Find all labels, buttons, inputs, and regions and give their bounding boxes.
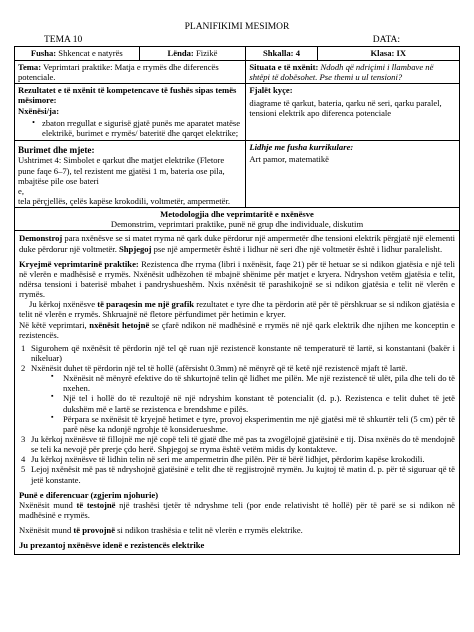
- outcomes-row: [15, 83, 460, 140]
- emphasis: të provojnë: [73, 525, 116, 536]
- sub-item: ▪ Një tel i hollë do të rezultojë në një ndryshim konstant të potencialit (d. p.). Rezistenca e telit duhet të jetë dukshëm më e lartë se rezistenca e brendshme e pilës.: [51, 393, 455, 413]
- step-text: Nxënësit duhet të përdorin një tel të hollë (afërsisht 0.3mm) në mënyrë që të ketë një rezistencë mjaft të lartë.: [31, 363, 408, 374]
- body-paragraph: [19, 320, 455, 340]
- sub-item: ▪ Përpara se nxënësit të kryejnë hetimet e tyre, provoj eksperimentin me një gjatësi më të shkurtër teli (5 cm) për të parë nëse ka ndonjë ngrohje të konsiderueshme.: [51, 414, 455, 434]
- info-row: [15, 47, 460, 60]
- rezultatet-list: [18, 118, 242, 138]
- body-paragraph: [19, 233, 455, 253]
- step-item: [21, 343, 455, 363]
- step-number: 5: [21, 464, 26, 475]
- step-item: [21, 363, 455, 434]
- date-label: DATA:: [372, 35, 400, 46]
- emphasis: të paraqesin me një grafik: [97, 299, 194, 310]
- tema-value: Veprimtari praktike: Matja e rrymës dhe diferencës potenciale.: [18, 61, 219, 82]
- text: pse një ampermetër është i lidhur në seri dhe një voltmetër është i lidhur paralelisht.: [151, 243, 443, 254]
- body-paragraph: [19, 525, 455, 535]
- rezultatet-item: • zbaton rregullat e sigurisë gjatë punës me aparatet matëse elektrikë, burimet e rrymës/ bateritë dhe qarqet elektrike;: [32, 118, 242, 138]
- nxenesi-label: Nxënësi/ja:: [18, 106, 60, 117]
- lidhje-cell: [246, 140, 460, 208]
- methodology-row: [15, 208, 460, 231]
- fjalet-text: diagrame të qarkut, bateria, qarku në seri, qarku paralel, tensioni elektrik apo diferenca potenciale: [249, 97, 442, 119]
- steps-list: [19, 343, 455, 485]
- step-item: [21, 464, 455, 484]
- burimet-text: Ushtrimet 4: Simbolet e qarkut dhe matjet elektrike (Fletore pune faqe 6–7), tel rezistent me gjatësi 1 m, bateria ose pila, mbajtëse pile ose bateri: [18, 155, 225, 186]
- text: Në këtë veprimtari,: [19, 319, 90, 330]
- step-number: 2: [21, 363, 26, 374]
- klasa-value: IX: [394, 48, 407, 59]
- body-cell: [15, 231, 460, 555]
- text: se çfarë ndikon në madhësinë e rrymës në një qark elektrik dhe njihen me konceptin e rezistencës.: [19, 319, 455, 340]
- lidhje-heading: Lidhje me fusha kurrikulare:: [249, 141, 354, 152]
- burimet-item: tela përçjellës, çelës kapëse krokodili, voltmetër, ampermetër.: [18, 195, 231, 206]
- fjalet-heading: Fjalët kyçe:: [249, 84, 293, 95]
- resources-row: [15, 140, 460, 208]
- tema-cell: [15, 60, 246, 83]
- situata-label: Situata e të nxënit:: [249, 61, 319, 72]
- lesson-info-table: [14, 46, 460, 555]
- step-number: 3: [21, 434, 26, 445]
- text: Nxënësit mund: [19, 499, 77, 510]
- metodologjia-sub: Demonstrim, veprimtari praktike, punë në grup dhe individuale, diskutim: [110, 219, 364, 230]
- text: rezultatet e tyre dhe ta përdorin atë për të përshkruar se si ndikon gjatësia e telit në vlerën e rrymës. Shkruajnë në fletore përfundimet për hetimin e kryer.: [19, 299, 455, 320]
- rezultatet-heading: Rezultatet e të nxënit të kompetencave të fushës sipas temës mësimore:: [18, 84, 237, 105]
- rezultatet-cell: [15, 83, 246, 140]
- fusha-value: Shkencat e natyrës: [56, 48, 123, 59]
- emphasis: të testojnë: [76, 499, 116, 510]
- body-paragraph: [19, 299, 455, 319]
- metodologjia-heading: Metodologjia dhe veprimtaritë e nxënësve: [160, 209, 314, 220]
- lidhje-text: Art pamor, matematikë: [249, 153, 329, 164]
- body-paragraph: [19, 259, 455, 300]
- tema-row: [15, 60, 460, 83]
- burimet-cell: [15, 140, 246, 208]
- step-text: Ju kërkoj nxënësve të lidhin telin në seri me ampermetrin dhe pilën. Për të bërë lidhjet, përdorim kapëse krokodili.: [31, 454, 425, 465]
- lenda-cell: [139, 47, 246, 60]
- step-text: Ju kërkoj nxënësve të fillojnë me një copë teli të gjatë dhe më pas ta zvogëlojnë gjatësinë e tij. Disa nxënës do të mendojnë se teli ka nevojë për prerje çdo herë. Shpjegoj se rryma është vetëm midis dy kontakteve.: [31, 434, 455, 455]
- differentiated-work-heading: Punë e diferencuar (zgjerim njohurie): [19, 489, 159, 500]
- fusha-label: Fusha:: [30, 48, 57, 59]
- text: para nxënësve se si matet rryma në qark duke përdorur një ampermetër dhe tensioni elektrik përgjatë një elementi duke përdorur një voltmetër.: [19, 233, 455, 254]
- shkalla-cell: [246, 47, 317, 60]
- emphasis: Demonstroj: [19, 233, 63, 244]
- burimet-heading: Burimet dhe mjete:: [18, 144, 95, 155]
- sub-list: [31, 373, 455, 434]
- klasa-label: Klasa:: [370, 48, 395, 59]
- fjalet-cell: [246, 83, 460, 140]
- step-item: [21, 454, 455, 464]
- klasa-cell: [317, 47, 459, 60]
- text: një trashësi tjetër të ndryshme teli (por ende relativisht të hollë) për të parë se si ndikon në madhësinë e rrymës.: [19, 499, 455, 521]
- step-text: Sigurohem që nxënësit të përdorin një tel që ruan një rezistencë konstante në temperaturë të lartë, si konstantani (bakër i nikeluar): [31, 342, 455, 363]
- situata-cell: [246, 60, 460, 83]
- step-number: 4: [21, 454, 26, 465]
- emphasis: nxënësit hetojnë: [89, 319, 150, 330]
- text: si ndikon trashësia e telit në vlerën e rrymës elektrike.: [115, 525, 303, 536]
- step-item: [21, 434, 455, 454]
- body-paragraph: [19, 500, 455, 520]
- resistance-intro-heading: Ju prezantoj nxënësve idenë e rezistencës elektrike: [19, 540, 205, 551]
- tema-label: Tema:: [18, 61, 42, 72]
- text: Ju kërkoj nxënësve: [29, 299, 98, 310]
- step-text: Lejoj nxënësit më pas të ndryshojnë gjatësinë e telit dhe të regjistrojnë rrymën. Ju kujtoj të matin d. p. për të siguruar që të jetë konstante.: [31, 464, 455, 485]
- text: Rezistenca dhe rryma (libri i nxënësit, faqe 21) për të hetuar se si ndikon gjatësia e një teli në vlerën e madhësisë e rrymës. Nxënësit udhëzohen të mbajnë shënime për matjet e kryera. Ndryshon vetëm gjatësia e telit, ndërsa tensioni i baterisë mbahet i pandryshueshëm. Nxis nxënësit të parashikojnë se si ndikon gjatësia e telit në vlerën e rrymës.: [19, 258, 455, 300]
- metodologjia-cell: [15, 208, 460, 231]
- shkalla-label: Shkalla:: [262, 48, 294, 59]
- lenda-label: Lënda:: [167, 48, 194, 59]
- emphasis: Shpjegoj: [119, 243, 152, 254]
- sub-item: ▪ Nxënësit në mënyrë efektive do të shkurtojnë telin që lidhet me pilën. Me një rezistencë të ulët, pila dhe teli do të nxehen.: [51, 373, 455, 393]
- text: Nxënësit mund: [19, 525, 74, 536]
- fusha-cell: [15, 47, 140, 60]
- emphasis: Kryejmë veprimtarinë praktike:: [19, 258, 139, 269]
- header-row: [14, 35, 460, 46]
- document-title: PLANIFIKIMI MESIMOR: [184, 22, 290, 32]
- shkalla-value: 4: [293, 48, 300, 59]
- body-row: [15, 231, 460, 555]
- lenda-value: Fizikë: [193, 48, 218, 59]
- burimet-item: e,: [18, 185, 24, 196]
- situata-value: Ndodh që ndriçimi i llambave në shtëpi të dobësohet. Pse themi u ul tensioni?: [249, 61, 434, 82]
- step-number: 1: [21, 342, 26, 353]
- tema-number: TEMA 10: [44, 35, 83, 46]
